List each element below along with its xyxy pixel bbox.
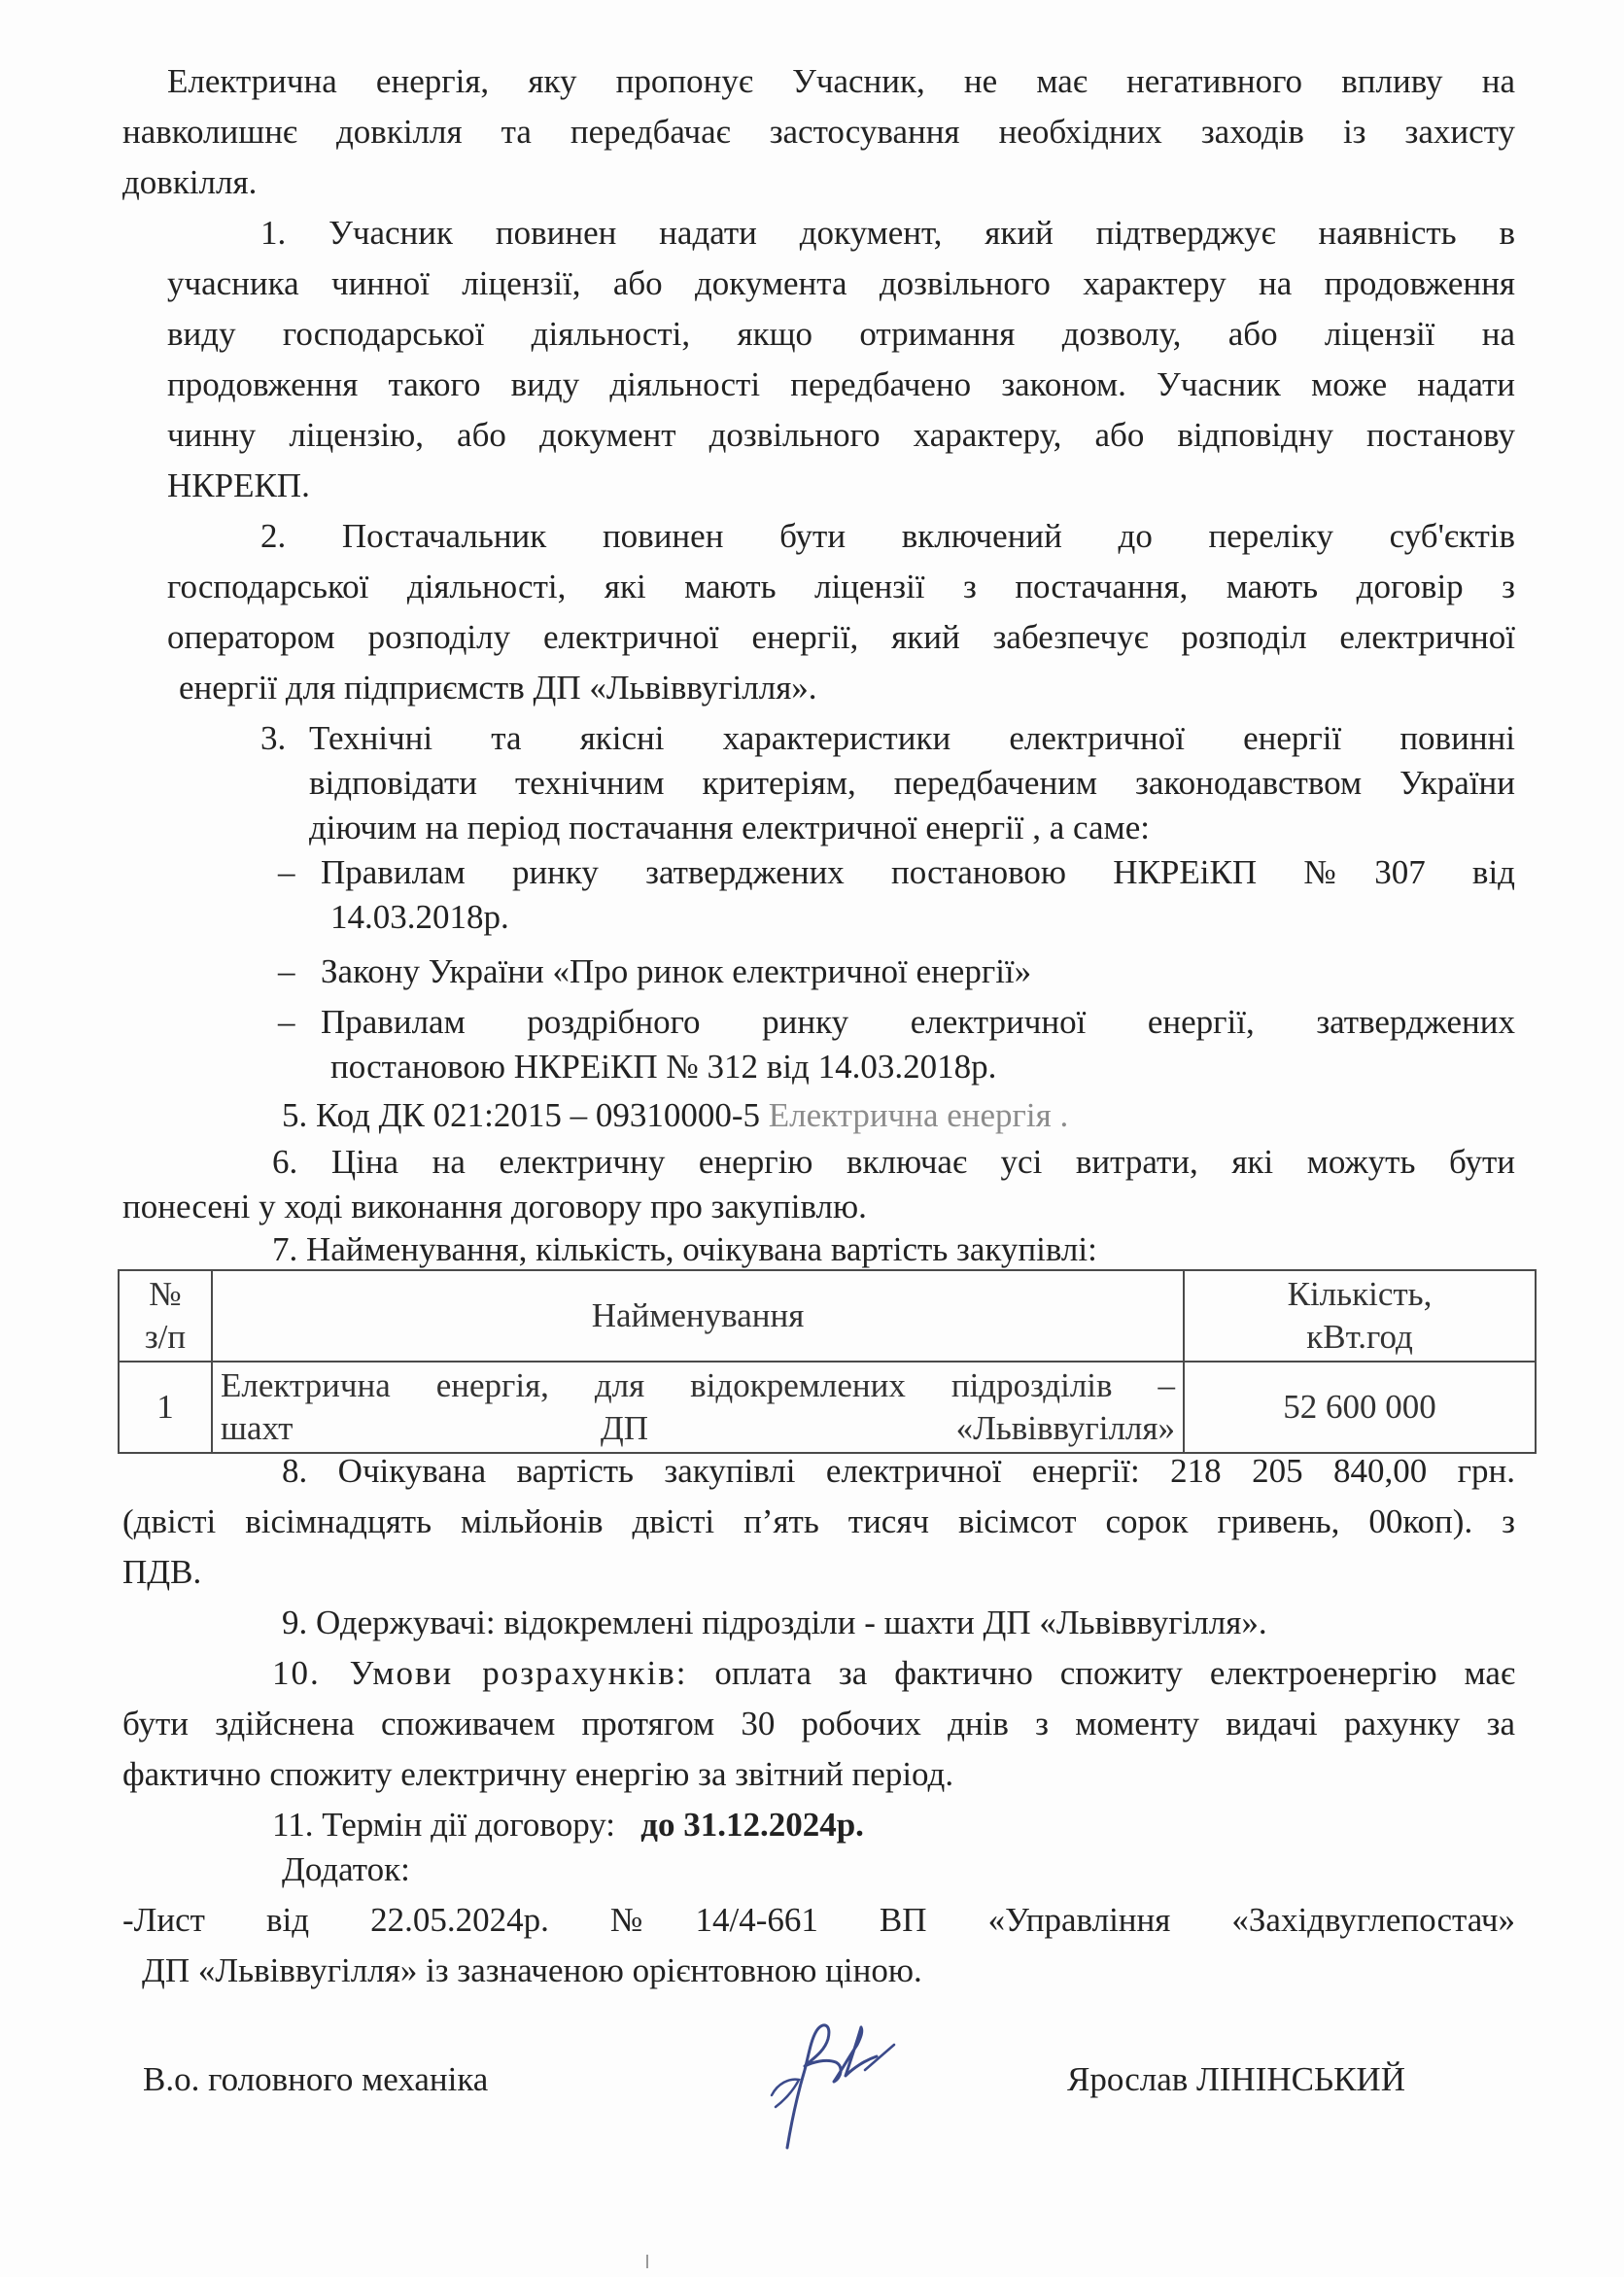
item10-line-1 [272, 1648, 1515, 1699]
bullet-1-line-1: Правилам ринку затверджених постановою НКРЕіКП №307 від [321, 853, 1515, 891]
item5-faded-text: Електрична енергія . [768, 1096, 1069, 1134]
item9-line: 9. Одержувачі: відокремлені підрозділи - шахти ДП «Львіввугілля». [282, 1604, 1267, 1641]
table-row [119, 1362, 1536, 1453]
item1-line-6: НКРЕКП. [167, 466, 310, 504]
item7-heading: 7. Найменування, кількість, очікувана вартість закупівлі: [272, 1230, 1097, 1268]
item10-line-3: фактично спожиту електричну енергію за звітний період. [122, 1755, 954, 1793]
item11-line [272, 1800, 1515, 1850]
scan-mark [646, 2255, 648, 2268]
item1-line-5: чинну ліцензію, або документ дозвільного характеру, або відповідну постанову [167, 416, 1515, 454]
item2-line-4: енергії для підприємств ДП «Львіввугілля». [179, 669, 817, 707]
item10-label: 10. Умови розрахунків: [272, 1654, 688, 1692]
item1-line-4: продовження такого виду діяльності передбачено законом. Учасник може надати [167, 365, 1515, 403]
appendix-heading: Додаток: [282, 1850, 410, 1888]
row-quantity: 52 600 000 [1184, 1362, 1536, 1453]
bullet-dash: – [278, 952, 295, 990]
item1-line-3: виду господарської діяльності, якщо отримання дозволу, або ліцензії на [167, 315, 1515, 353]
header-quantity: Кількість, кВт.год [1184, 1270, 1536, 1362]
item5-code: 5. Код ДК 021:2015 – 09310000-5 [282, 1096, 760, 1134]
table-header-row [119, 1270, 1536, 1362]
item8-line-3: ПДВ. [122, 1553, 202, 1591]
item8-line-1: 8. Очікувана вартість закупівлі електричної енергії: 218 205 840,00 грн. [282, 1452, 1515, 1490]
signer-position: В.о. головного механіка [143, 2060, 489, 2098]
item11-value: до 31.12.2024р. [640, 1806, 864, 1844]
intro-line-1: Електрична енергія, яку пропонує Учасник, не має негативного впливу на [167, 62, 1515, 100]
item11-label: 11. Термін дії договору: [272, 1806, 615, 1844]
item6-line-2: понесені у ході виконання договору про закупівлю. [122, 1188, 867, 1225]
appendix-line-2: ДП «Львіввугілля» із зазначеною орієнтовною ціною. [142, 1951, 922, 1989]
bullet-3-line-1: Правилам роздрібного ринку електричної енергії, затверджених [321, 1003, 1515, 1041]
row-number: 1 [119, 1362, 212, 1453]
signer-name: Ярослав ЛІНІНСЬКИЙ [1067, 2060, 1405, 2098]
bullet-3-line-2: постановою НКРЕіКП № 312 від 14.03.2018р. [330, 1048, 997, 1086]
item10-rest: оплата за фактично спожиту електроенергію має [687, 1654, 1515, 1692]
item3-line-2: відповідати технічним критеріям, передбаченим законодавством України [309, 764, 1515, 802]
bullet-dash: – [278, 853, 295, 891]
item2-line-1: 2. Постачальник повинен бути включений до переліку суб'єктів [260, 517, 1515, 555]
bullet-1-line-2: 14.03.2018р. [330, 898, 509, 936]
item2-line-2: господарської діяльності, які мають ліцензії з постачання, мають договір з [167, 568, 1515, 605]
item6-line-1: 6. Ціна на електричну енергію включає усі витрати, які можуть бути [272, 1143, 1515, 1181]
item3-line-1: Технічні та якісні характеристики електричної енергії повинні [309, 719, 1515, 757]
header-number: № з/п [119, 1270, 212, 1362]
intro-line-3: довкілля. [122, 163, 258, 201]
item2-line-3: оператором розподілу електричної енергії, який забезпечує розподіл електричної [167, 618, 1515, 656]
item10-line-2: бути здійснена споживачем протягом 30 робочих днів з моменту видачі рахунку за [122, 1705, 1515, 1742]
item8-line-2: (двісті вісімнадцять мільйонів двісті п’ять тисяч вісімсот сорок гривень, 00коп). з [122, 1502, 1515, 1540]
item1-line-1: 1. Учасник повинен надати документ, який підтверджує наявність в [260, 214, 1515, 252]
intro-line-2: навколишнє довкілля та передбачає застосування необхідних заходів із захисту [122, 113, 1515, 151]
row-name: Електрична енергія, для відокремлених підрозділів – шахт ДП «Львіввугілля» [212, 1362, 1184, 1453]
appendix-line-1: -Лист від 22.05.2024р. №14/4-661 ВП «Управління «Західвуглепостач» [122, 1901, 1515, 1939]
handwritten-signature [748, 2002, 923, 2157]
header-name: Найменування [212, 1270, 1184, 1362]
item1-line-2: учасника чинної ліцензії, або документа дозвільного характеру на продовження [167, 264, 1515, 302]
bullet-2-line-1: Закону України «Про ринок електричної енергії» [321, 952, 1032, 990]
bullet-dash: – [278, 1003, 295, 1041]
item3-number: 3. [260, 719, 287, 757]
item5-line [282, 1090, 1515, 1141]
item3-line-3: діючим на період постачання електричної енергії , а саме: [309, 809, 1150, 846]
procurement-table [118, 1269, 1537, 1454]
